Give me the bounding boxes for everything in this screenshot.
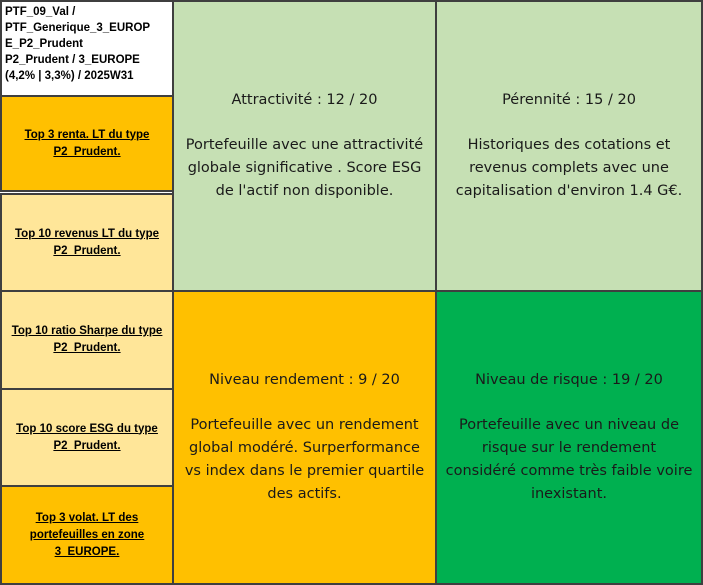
quadrant-risque [435,290,703,585]
quadrant-description: Portefeuille avec un niveau de risque sur le rendement considéré comme très faible voire inexistant. [445,417,693,502]
portfolio-header [0,0,174,97]
ranking-top3-volat[interactable] [0,485,174,585]
quadrant-title: Attractivité : 12 / 20 [231,92,378,108]
quadrant-title: Niveau rendement : 9 / 20 [209,372,400,388]
ranking-top10-sharpe[interactable] [0,290,174,390]
ranking-label: Top 10 score ESG du type P2_Prudent. [16,422,158,452]
ranking-label: Top 3 renta. LT du type P2_Prudent. [24,128,150,158]
quadrant-rendement [172,290,437,585]
header-line: (4,2% | 3,3%) / 2025W31 [5,70,134,82]
quadrant-title: Niveau de risque : 19 / 20 [475,372,663,388]
quadrant-description: Portefeuille avec une attractivité globale significative . Score ESG de l'actif non disponible. [185,137,424,199]
ranking-top10-revenus[interactable] [0,193,174,292]
header-line: P2_Prudent / 3_EUROPE [5,54,140,66]
quadrant-title: Pérennité : 15 / 20 [502,92,636,108]
quadrant-description: Historiques des cotations et revenus complets avec une capitalisation d'environ 1.4 G€. [455,137,683,199]
header-line: E_P2_Prudent [5,38,83,50]
quadrant-attractivite [172,0,437,292]
ranking-top10-esg[interactable] [0,388,174,487]
header-line: PTF_09_Val / [5,6,76,18]
ranking-label: Top 3 volat. LT des portefeuilles en zone 3_EUROPE. [29,511,145,558]
quadrant-description: Portefeuille avec un rendement global modéré. Surperformance vs index dans le premier quartile des actifs. [184,417,425,502]
header-line: PTF_Generique_3_EUROP [5,22,151,34]
quadrant-perennite [435,0,703,292]
ranking-top3-renta[interactable] [0,95,174,192]
ranking-label: Top 10 ratio Sharpe du type P2_Prudent. [11,325,163,354]
ranking-label: Top 10 revenus LT du type P2_Prudent. [15,227,159,257]
